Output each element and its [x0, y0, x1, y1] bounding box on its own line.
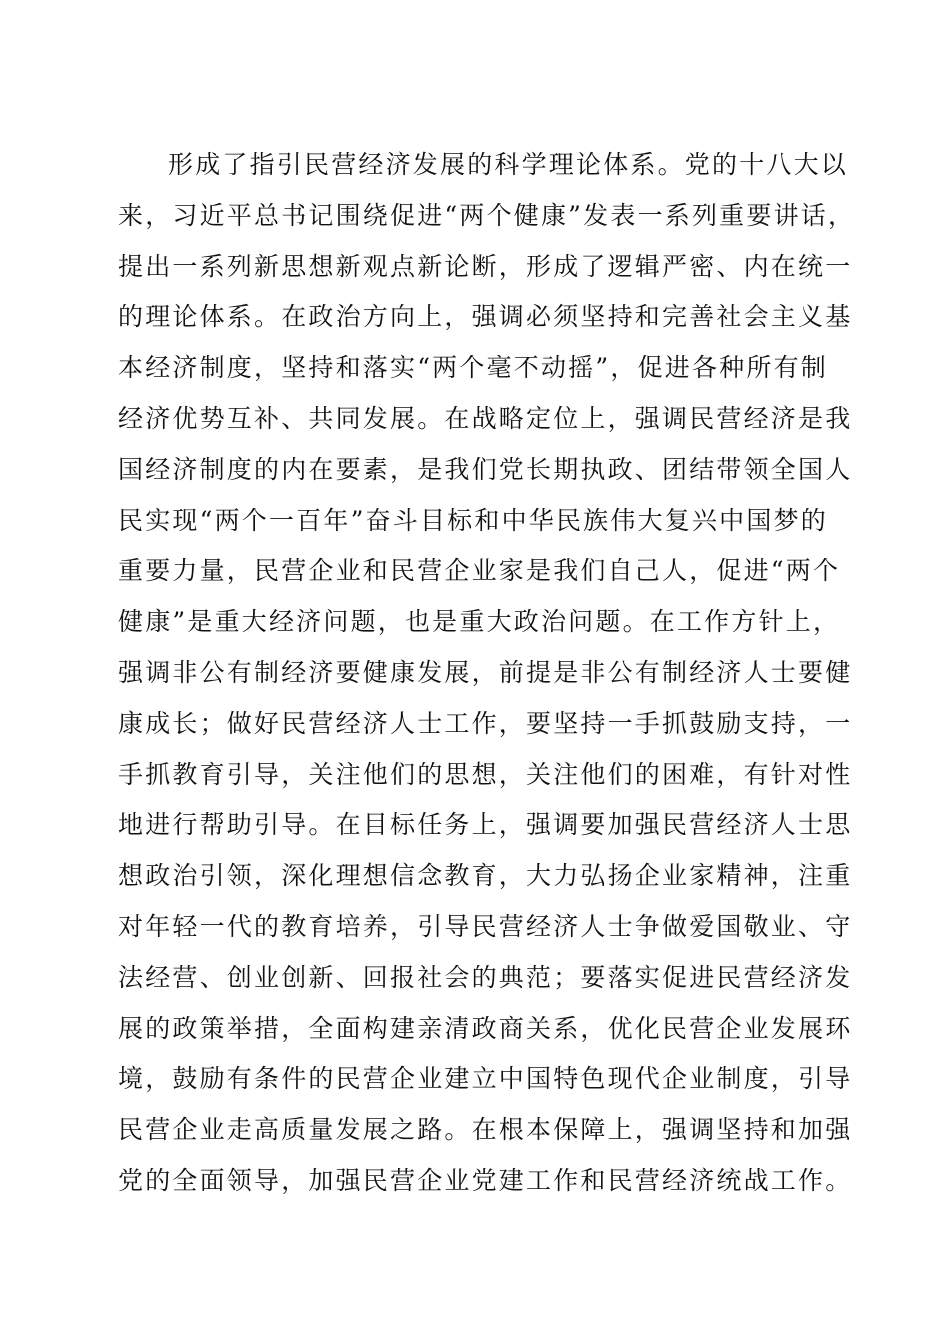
- paragraph-line: 境，鼓励有条件的民营企业建立中国特色现代企业制度，引导: [118, 1064, 853, 1094]
- paragraph-line: 来，习近平总书记围绕促进“两个健康”发表一系列重要讲话，: [118, 200, 856, 230]
- paragraph-line: 的理论体系。在政治方向上，强调必须坚持和完善社会主义基: [118, 302, 853, 332]
- paragraph-line: 展的政策举措，全面构建亲清政商关系，优化民营企业发展环: [118, 1013, 853, 1043]
- paragraph-line: 手抓教育引导，关注他们的思想，关注他们的困难，有针对性: [118, 759, 853, 789]
- paragraph-line: 法经营、创业创新、回报社会的典范；要落实促进民营经济发: [118, 962, 853, 992]
- paragraph-line: 地进行帮助引导。在目标任务上，强调要加强民营经济人士思: [118, 810, 853, 840]
- paragraph-line: 本经济制度，坚持和落实“两个毫不动摇”，促进各种所有制: [118, 353, 828, 383]
- paragraph-line: 党的全面领导，加强民营企业党建工作和民营经济统战工作。: [118, 1165, 853, 1195]
- paragraph-line: 经济优势互补、共同发展。在战略定位上，强调民营经济是我: [118, 403, 853, 433]
- paragraph-line: 民实现“两个一百年”奋斗目标和中华民族伟大复兴中国梦的: [118, 505, 828, 535]
- body-paragraph: [118, 140, 856, 1207]
- paragraph-line: 对年轻一代的教育培养，引导民营经济人士争做爱国敬业、守: [118, 911, 853, 941]
- paragraph-line: 国经济制度的内在要素，是我们党长期执政、团结带领全国人: [118, 454, 853, 484]
- paragraph-line: 提出一系列新思想新观点新论断，形成了逻辑严密、内在统一: [118, 251, 853, 281]
- paragraph-line: 康成长；做好民营经济人士工作，要坚持一手抓鼓励支持，一: [118, 708, 853, 738]
- paragraph-line: 想政治引领，深化理想信念教育，大力弘扬企业家精神，注重: [118, 861, 853, 891]
- paragraph-line: 重要力量，民营企业和民营企业家是我们自己人，促进“两个: [118, 556, 841, 586]
- paragraph-line: 强调非公有制经济要健康发展，前提是非公有制经济人士要健: [118, 657, 853, 687]
- paragraph-line: 形成了指引民营经济发展的科学理论体系。党的十八大以: [168, 150, 849, 179]
- paragraph-line: 民营企业走高质量发展之路。在根本保障上，强调坚持和加强: [118, 1115, 853, 1145]
- paragraph-line: 健康”是重大经济问题，也是重大政治问题。在工作方针上，: [118, 607, 841, 637]
